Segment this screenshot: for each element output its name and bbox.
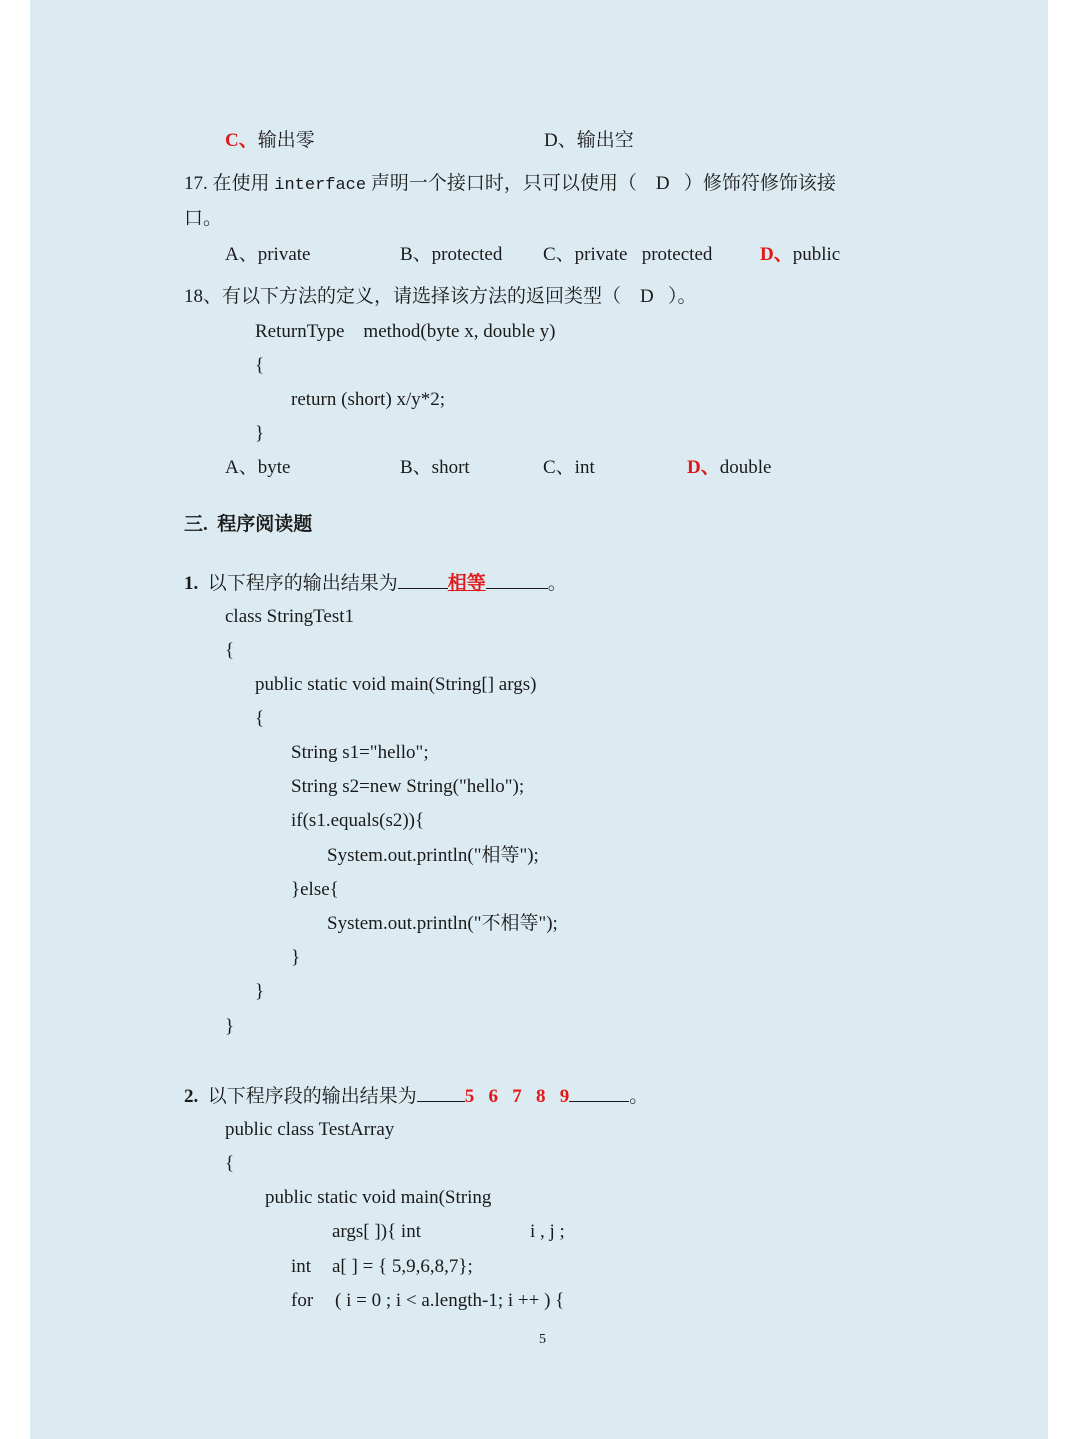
code-line: ReturnType method(byte x, double y) (255, 321, 556, 342)
q16-option-d: D、输出空 (544, 130, 634, 151)
code-line: } (255, 423, 265, 444)
code-line: String s1="hello"; (291, 742, 429, 763)
q18-option-d: D、double (687, 457, 772, 478)
q17-option-a: A、private (225, 244, 311, 265)
code-line: i , j ; (530, 1221, 565, 1242)
q18-option-b: B、short (400, 457, 470, 478)
q17-option-d: D、public (760, 244, 841, 265)
code-line: } (291, 947, 301, 968)
code-line: public class TestArray (225, 1119, 395, 1140)
p1-question: 1. 以下程序的输出结果为 相等 。 (184, 570, 567, 596)
code-line: } (255, 981, 265, 1002)
code-line: { (255, 708, 265, 729)
q17-question: 17. 在使用 interface 声明一个接口时，只可以使用（ D ）修饰符修饰该接 (184, 173, 836, 195)
code-line: { (225, 1153, 235, 1174)
code-line: public static void main(String (265, 1187, 492, 1208)
q17-option-b: B、protected (400, 244, 503, 265)
q18-option-a: A、byte (225, 457, 291, 478)
q17-option-c: C、private protected (543, 244, 713, 265)
q16-option-c: C、输出零 (225, 130, 315, 151)
code-line: { (225, 640, 235, 661)
q17-question-cont: 口。 (184, 208, 223, 229)
section-title: 三. 程序阅读题 (184, 514, 313, 535)
code-line: return (short) x/y*2; (291, 389, 446, 410)
q18-option-c: C、int (543, 457, 595, 478)
code-line: a[ ] = { 5,9,6,8,7}; (332, 1256, 473, 1277)
code-line: for (291, 1290, 314, 1311)
code-line: System.out.println("相等"); (327, 845, 539, 866)
code-line: String s2=new String("hello"); (291, 776, 525, 797)
code-line: System.out.println("不相等"); (327, 913, 558, 934)
code-line: if(s1.equals(s2)){ (291, 810, 425, 831)
code-line: class StringTest1 (225, 606, 355, 627)
code-line: { (255, 355, 265, 376)
code-line: int (291, 1256, 312, 1277)
code-line: }else{ (291, 879, 339, 900)
code-line: args[ ]){ int (332, 1221, 421, 1242)
page-number: 5 (539, 1332, 546, 1347)
p2-question: 2. 以下程序段的输出结果为 5 6 7 8 9 。 (184, 1083, 648, 1109)
code-line: } (225, 1016, 235, 1037)
code-line: public static void main(String[] args) (255, 674, 537, 695)
code-line: ( i = 0 ; i < a.length-1; i ++ ) { (335, 1290, 565, 1311)
q18-question: 18、有以下方法的定义，请选择该方法的返回类型（ D ）。 (184, 286, 697, 307)
